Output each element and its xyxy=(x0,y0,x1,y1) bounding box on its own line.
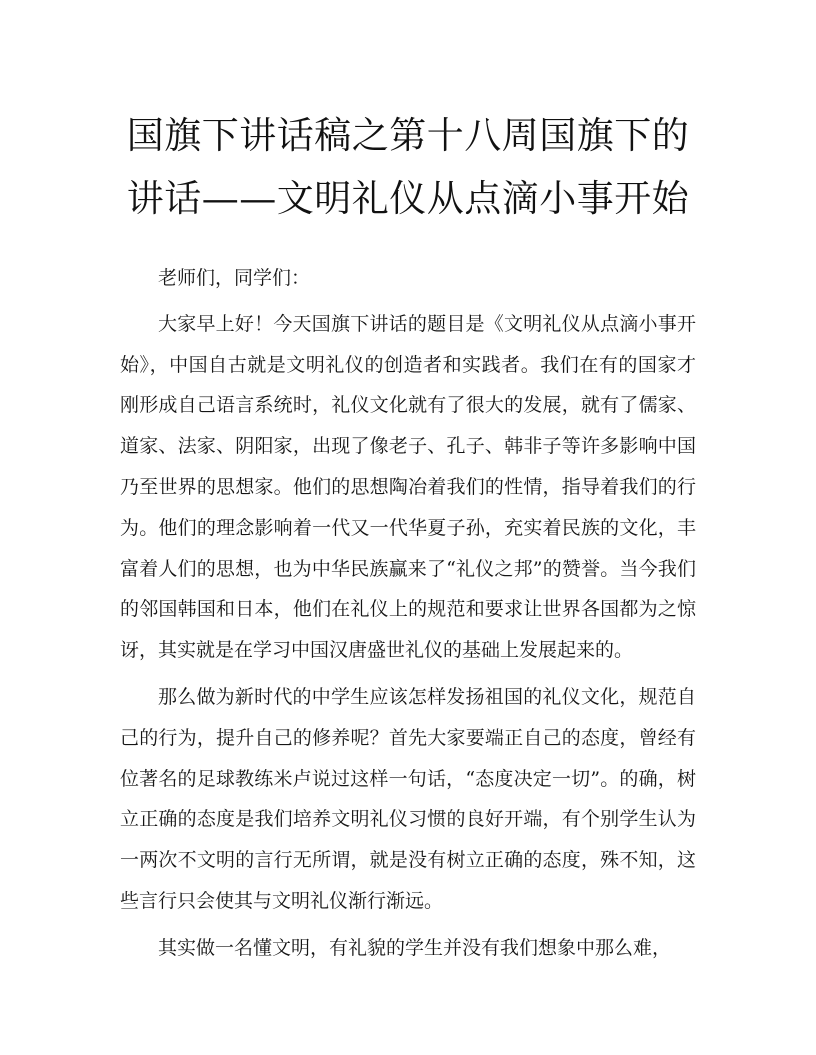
body-paragraph-1: 大家早上好！今天国旗下讲话的题目是《文明礼仪从点滴小事开始》，中国自古就是文明礼仪的创造者和实践者。我们在有的国家才刚形成自己语言系统时，礼仪文化就有了很大的发展，就有了儒家、道家、法家、阴阳家，出现了像老子、孔子、韩非子等许多影响中国乃至世界的思想家。他们的思想陶冶着我们的性情，指导着我们的行为。他们的理念影响着一代又一代华夏子孙，充实着民族的文化，丰富着人们的思想，也为中华民族赢来了“礼仪之邦”的赞誉。当今我们的邻国韩国和日本，他们在礼仪上的规范和要求让世界各国都为之惊讶，其实就是在学习中国汉唐盛世礼仪的基础上发展起来的。 xyxy=(120,312,696,662)
salutation: 老师们，同学们： xyxy=(158,267,311,289)
body-paragraph-2: 那么做为新时代的中学生应该怎样发扬祖国的礼仪文化，规范自己的行为，提升自己的修养呢？首先大家要端正自己的态度，曾经有位著名的足球教练米卢说过这样一句话，“态度决定一切”。的确，树立正确的态度是我们培养文明礼仪习惯的良好开端，有个别学生认为一两次不文明的言行无所谓，就是没有树立正确的态度，殊不知，这些言行只会使其与文明礼仪渐行渐远。 xyxy=(120,685,696,912)
body-paragraph-3: 其实做一名懂文明，有礼貌的学生并没有我们想象中那么难， xyxy=(158,936,672,959)
document-body xyxy=(120,258,696,969)
document-title: 国旗下讲话稿之第十八周国旗下的讲话——文明礼仪从点滴小事开始 xyxy=(126,114,690,220)
